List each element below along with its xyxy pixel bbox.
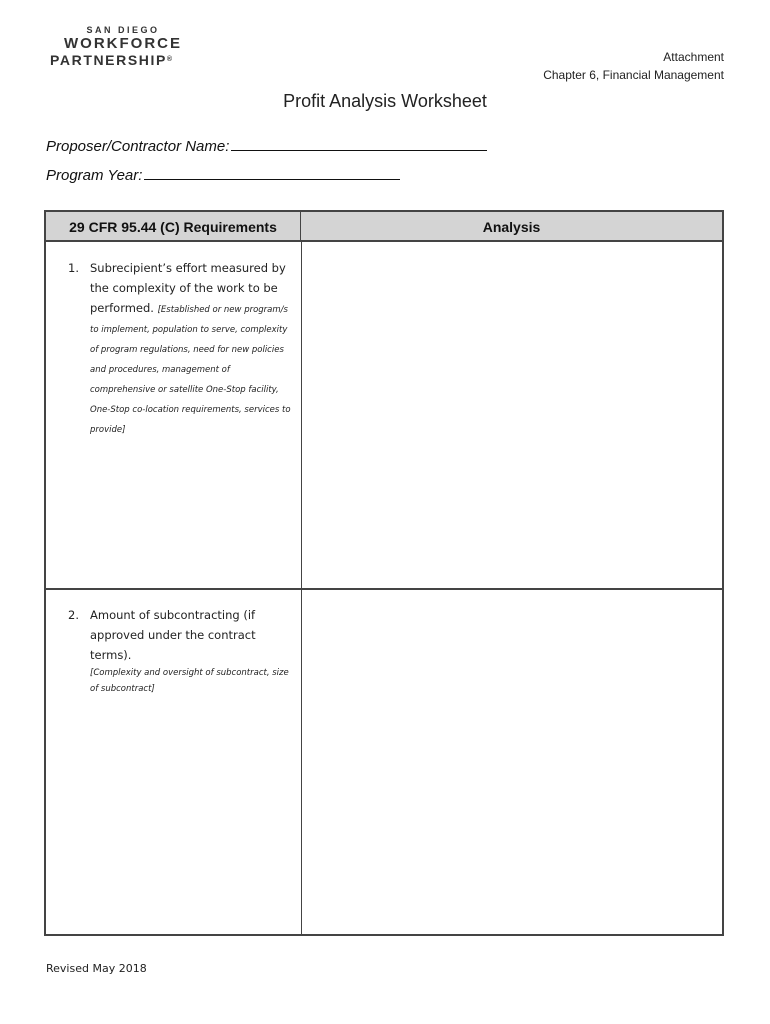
requirement-note: [Complexity and oversight of subcontract, size of subcontract]	[90, 668, 289, 694]
analysis-column-header: Analysis	[301, 212, 722, 242]
logo	[48, 25, 198, 68]
table-row	[46, 605, 301, 697]
page-title: Profit Analysis Worksheet	[283, 91, 487, 111]
table-row	[46, 258, 301, 438]
logo-line-1: SAN DIEGO	[86, 25, 160, 35]
requirement-text: Amount of subcontracting (if approved under the contract terms).	[90, 608, 256, 662]
proposer-label: Proposer/Contractor Name:	[46, 138, 230, 155]
requirement-text: Subrecipient’s effort measured by the complexity of the work to be performed.	[90, 261, 286, 315]
requirements-table	[44, 210, 724, 936]
logo-line-2: WORKFORCE	[64, 35, 182, 52]
program-year-field	[46, 167, 400, 184]
proposer-name-input[interactable]	[231, 138, 487, 151]
revision-footer: Revised May 2018	[46, 962, 147, 975]
attachment-header	[543, 48, 724, 84]
row-number: 2.	[68, 608, 79, 622]
logo-line-3: PARTNERSHIP®	[50, 52, 174, 68]
row-number: 1.	[68, 261, 79, 275]
proposer-field	[46, 138, 487, 155]
attachment-label: Attachment	[663, 50, 724, 64]
program-year-input[interactable]	[144, 167, 400, 180]
chapter-label: Chapter 6, Financial Management	[543, 68, 724, 82]
row-divider	[46, 588, 722, 590]
requirement-note: [Established or new program/s to implement, population to serve, complexity of program regulations, need for new policies and procedures, management of comprehensive or satellite One-Stop facility, One-Stop co-location requirements, services to provide]	[90, 305, 291, 435]
program-year-label: Program Year:	[46, 167, 143, 184]
requirements-column-header: 29 CFR 95.44 (C) Requirements	[46, 212, 301, 242]
